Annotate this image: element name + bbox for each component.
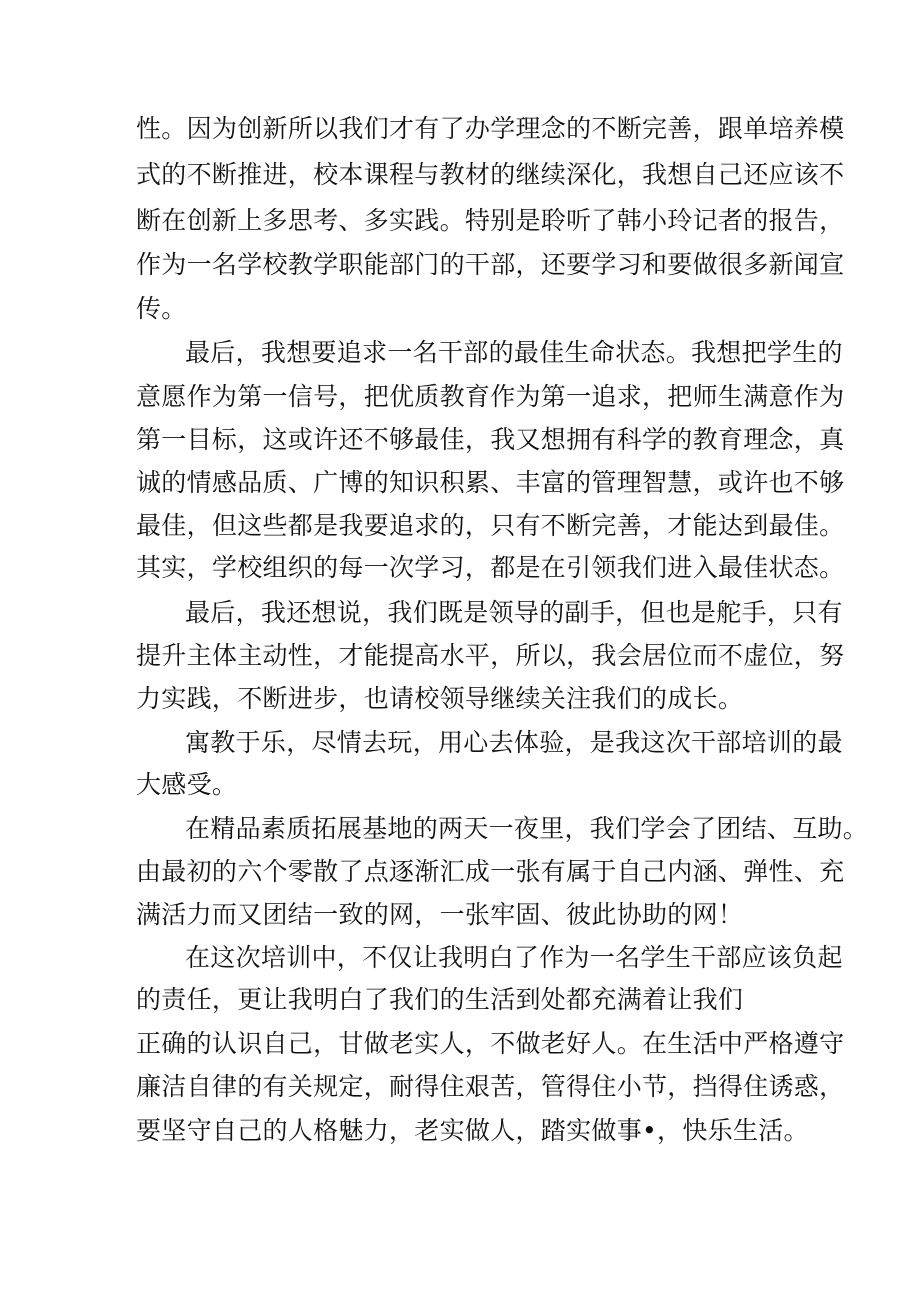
text-line: 作为一名学校教学职能部门的干部，还要学习和要做很多新闻宣 [136,250,845,279]
text-line: 其实，学校组织的每一次学习，都是在引领我们进入最佳状态。 [136,553,845,582]
text-line: 意愿作为第一信号，把优质教育作为第一追求，把师生满意作为 [136,382,845,411]
text-line: 力实践，不断进步，也请校领导继续关注我们的成长。 [136,684,744,713]
text-line: 第一目标，这或许还不够最佳，我又想拥有科学的教育理念，真 [136,425,845,454]
text-line: 断在创新上多思考、多实践。特别是聆听了韩小玲记者的报告， [136,206,845,235]
text-line: 诚的情感品质、广博的知识积累、丰富的管理智慧，或许也不够 [136,468,845,497]
text-line: 的责任，更让我明白了我们的生活到处都充满着让我们 [136,985,744,1014]
text-line: 廉洁自律的有关规定，耐得住艰苦，管得住小节，挡得住诱惑， [136,1072,845,1101]
text-line: 正确的认识自己，甘做老实人，不做老好人。在生活中严格遵守 [136,1029,845,1058]
text-line: 提升主体主动性，才能提高水平，所以，我会居位而不虚位，努 [136,641,845,670]
text-line: 大感受。 [136,770,238,799]
paragraph-start: 在这次培训中，不仅让我明白了作为一名学生干部应该负起 [185,943,843,972]
text-line: 要坚守自己的人格魅力，老实做人，踏实做事•，快乐生活。 [136,1116,809,1145]
paragraph-start: 最后，我还想说，我们既是领导的副手，但也是舵手，只有 [185,598,843,627]
text-line: 由最初的六个零散了点逐渐汇成一张有属于自己内涵、弹性、充 [136,857,845,886]
text-line: 性。因为创新所以我们才有了办学理念的不断完善，跟单培养模 [136,114,845,143]
text-line: 式的不断推进，校本课程与教材的继续深化，我想自己还应该不 [136,160,845,189]
paragraph-start: 最后，我想要追求一名干部的最佳生命状态。我想把学生的 [185,338,843,367]
paragraph-start: 在精品素质拓展基地的两天一夜里，我们学会了团结、互助。 [185,814,869,843]
text-line: 最佳，但这些都是我要追求的，只有不断完善，才能达到最佳。 [136,511,845,540]
text-line: 满活力而又团结一致的网，一张牢固、彼此协助的网！ [136,900,744,929]
text-line: 传。 [136,294,187,323]
paragraph-start: 寓教于乐，尽情去玩，用心去体验，是我这次干部培训的最 [185,728,843,757]
